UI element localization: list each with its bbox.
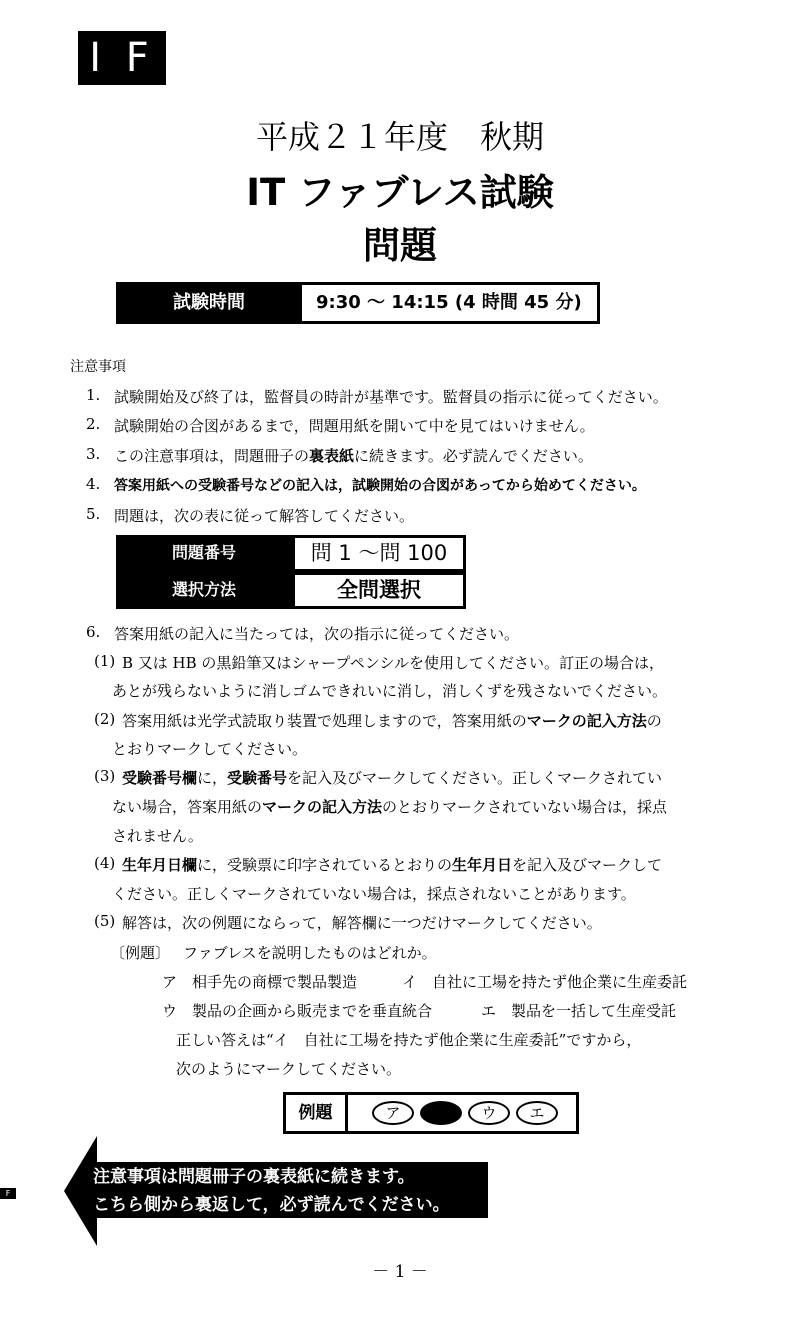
exam-time-value: 9:30 ～ 14:15 (4 時間 45 分) (299, 285, 597, 321)
sub-item-2-line-1 (122, 710, 662, 731)
sub-item-number: (1) (94, 652, 116, 670)
exam-code-badge: I F (78, 31, 166, 85)
item-number: 6. (86, 623, 101, 641)
sub-item-3-line-3: されません。 (112, 827, 203, 845)
item-3-bold: 裏表紙 (309, 447, 355, 465)
sub-item-1-line-2: あとが残らないように消しゴムできれいに消し，消しくずを残さないでください。 (112, 682, 668, 700)
sub-4-bold-b: 生年月日 (452, 856, 513, 874)
exam-time-label: 試験時間 (119, 285, 299, 321)
answer-bubble-i-filled: イ (420, 1101, 462, 1125)
item-number: 2. (86, 415, 101, 433)
item-number: 3. (86, 445, 101, 463)
sub-3-bold-c: マークの記入方法 (262, 798, 383, 816)
question-table-row (116, 572, 466, 609)
sub-2-text-a: 答案用紙は光学式読取り装置で処理しますので，答案用紙の (122, 712, 527, 730)
exam-period-title: 平成２１年度 秋期 (255, 118, 544, 156)
notice-item-2: 試験開始の合図があるまで，問題用紙を開いて中を見てはいけません。 (114, 417, 595, 435)
item-3-text-a: この注意事項は，問題冊子の (114, 447, 310, 465)
example-choice-a: ア 相手先の商標で製品製造 (162, 973, 358, 991)
exam-name-title: IT ファブレス試験 (246, 171, 554, 214)
example-mark-label: 例題 (286, 1095, 348, 1131)
example-bubbles (348, 1101, 558, 1125)
turn-over-line-2: こちら側から裏返して，必ず読んでください。 (93, 1195, 450, 1215)
sub-item-4-line-2: ください。正しくマークされていない場合は，採点されないことがあります。 (112, 885, 636, 903)
sub-3-text-c: ない場合，答案用紙の (112, 798, 263, 816)
example-choice-e: エ 製品を一括して生産受託 (481, 1002, 677, 1020)
example-answer-line-1: 正しい答えは“イ 自社に工場を持たず他企業に生産委託”ですから， (176, 1031, 642, 1049)
sub-item-number: (4) (94, 854, 116, 872)
item-number: 4. (86, 475, 101, 493)
example-label: 〔例題〕 (110, 944, 171, 962)
sub-3-bold-b: 受験番号 (227, 769, 288, 787)
notice-item-4: 答案用紙への受験番号などの記入は，試験開始の合図があってから始めてください。 (114, 478, 646, 494)
example-answer-line-2: 次のようにマークしてください。 (176, 1060, 402, 1078)
sub-item-number: (2) (94, 710, 116, 728)
notice-item-1: 試験開始及び終了は，監督員の時計が基準です。監督員の指示に従ってください。 (114, 388, 668, 406)
answer-bubble-a: ア (372, 1101, 414, 1125)
question-number-label: 問題番号 (116, 535, 292, 572)
notice-item-5: 問題は，次の表に従って解答してください。 (114, 507, 415, 525)
turn-over-message (93, 1163, 450, 1219)
answer-bubble-u: ウ (468, 1101, 510, 1125)
sub-item-4-line-1 (122, 854, 662, 875)
sub-4-text-b: を記入及びマークして (512, 856, 663, 874)
sub-3-text-d: のとおりマークされていない場合は，採点 (382, 798, 668, 816)
sub-4-text-a: に，受験票に印字されているとおりの (197, 856, 453, 874)
question-table-row (116, 535, 466, 572)
question-table (116, 535, 466, 609)
side-mark: F (0, 1188, 16, 1199)
question-number-value: 問 1 ～問 100 (292, 535, 466, 572)
example-choice-i: イ 自社に工場を持たず他企業に生産委託 (402, 973, 688, 991)
exam-time-box (116, 282, 600, 324)
sub-2-bold: マークの記入方法 (526, 712, 647, 730)
item-number: 5. (86, 505, 101, 523)
notice-item-6: 答案用紙の記入に当たっては，次の指示に従ってください。 (114, 625, 520, 643)
notice-heading: 注意事項 (70, 359, 126, 375)
sub-item-number: (5) (94, 912, 116, 930)
sub-item-1-line-1: B 又は HB の黒鉛筆又はシャープペンシルを使用してください。訂正の場合は， (122, 654, 665, 672)
sub-item-3-line-1 (122, 767, 662, 788)
sub-item-2-line-2: とおりマークしてください。 (112, 740, 308, 758)
example-question: ファブレスを説明したものはどれか。 (183, 944, 437, 962)
notice-item-3 (114, 445, 593, 466)
sub-2-text-b: の (646, 712, 662, 730)
sub-3-text-b: を記入及びマークしてください。正しくマークされてい (287, 769, 663, 787)
item-3-text-b: に続きます。必ず読んでください。 (354, 447, 593, 465)
example-choice-u: ウ 製品の企画から販売までを垂直統合 (162, 1002, 433, 1020)
sub-3-bold-a: 受験番号欄 (122, 769, 198, 787)
sub-item-3-line-2 (112, 796, 667, 817)
sub-3-text-a: に， (197, 769, 228, 787)
selection-method-label: 選択方法 (116, 572, 292, 609)
selection-method-value: 全問選択 (292, 572, 466, 609)
sub-4-bold-a: 生年月日欄 (122, 856, 198, 874)
sub-item-5: 解答は，次の例題にならって，解答欄に一つだけマークしてください。 (122, 914, 602, 932)
turn-over-line-1: 注意事項は問題冊子の裏表紙に続きます。 (93, 1167, 415, 1187)
answer-bubble-e: エ (516, 1101, 558, 1125)
page-number: － 1 － (372, 1262, 428, 1282)
example-mark-box (283, 1092, 579, 1134)
document-type-title: 問題 (363, 224, 437, 267)
item-number: 1. (86, 386, 101, 404)
sub-item-number: (3) (94, 767, 116, 785)
